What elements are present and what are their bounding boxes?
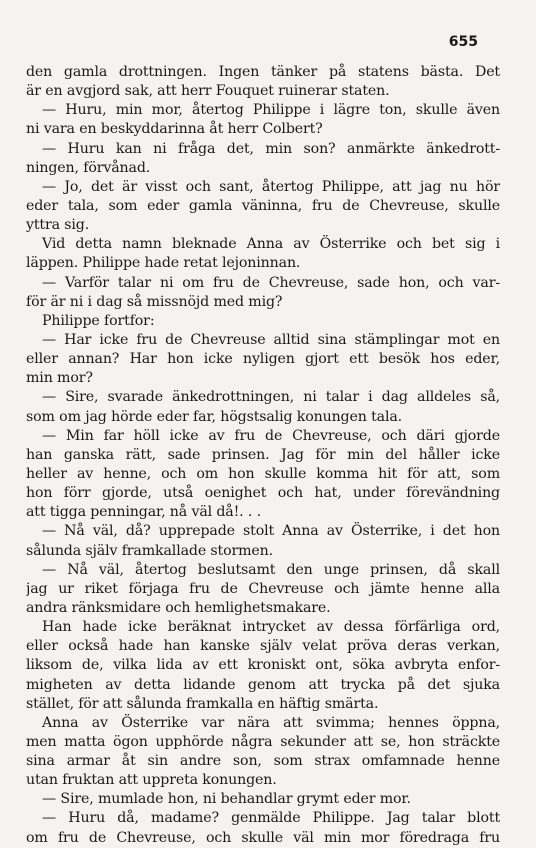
text-line: är en avgjord sak, att herr Fouquet ruinerar staten. (26, 83, 390, 100)
text-line: om fru de Chevreuse, och skulle väl min mor föredraga fru (26, 829, 500, 846)
text-line: sålunda själv framkallade stormen. (26, 542, 274, 559)
text-line: utan fruktan att uppreta konungen. (26, 772, 277, 789)
text-line: — Huru då, madame? genmälde Philippe. Jag talar blott (42, 810, 500, 827)
text-line: — Min far höll icke av fru de Chevreuse, och däri gjorde (42, 427, 500, 444)
text-line: — Sire, mumlade hon, ni behandlar grymt eder mor. (42, 791, 411, 808)
text-line: ningen, förvånad. (26, 159, 151, 176)
text-line: — Huru kan ni fråga det, min son? anmärkte änkedrott- (42, 140, 500, 157)
body-text (26, 63, 500, 848)
text-line: Vid detta namn bleknade Anna av Österrike och bet sig i (42, 236, 500, 253)
text-line: eder tala, som eder gamla väninna, fru de Chevreuse, skulle (26, 197, 500, 214)
text-line: Han hade icke beräknat intrycket av dessa förfärliga ord, (42, 619, 500, 636)
text-line: jag ur riket förjaga fru de Chevreuse och jämte henne alla (26, 580, 500, 597)
text-line: han ganska rätt, sade prinsen. Jag för min del håller icke (26, 446, 500, 463)
text-line: migheten av detta lidande genom att trycka på det sjuka (26, 676, 500, 693)
text-line: — Sire, svarade änkedrottningen, ni talar i dag alldeles så, (42, 389, 500, 406)
text-line: för är ni i dag så missnöjd med mig? (26, 293, 283, 310)
text-line: andra ränksmidare och hemlighetsmakare. (26, 599, 331, 616)
text-line: ni vara en beskyddarinna åt herr Colbert? (26, 121, 323, 138)
text-line: — Nå väl, återtog beslutsamt den unge prinsen, då skall (42, 561, 500, 578)
text-line: — Har icke fru de Chevreuse alltid sina stämplingar mot en (42, 331, 500, 348)
text-line: sina armar åt sin andre son, som strax omfamnade henne (26, 753, 500, 770)
text-line: stället, för att sålunda framkalla en häftig smärta. (26, 695, 379, 712)
text-line: — Huru, min mor, återtog Philippe i lägre ton, skulle även (42, 102, 500, 119)
text-line: eller också hade han kanske själv velat pröva deras verkan, (26, 638, 500, 655)
text-line: hon förr gjorde, utså oenighet och hat, under förevändning (26, 485, 500, 502)
text-line: — Jo, det är visst och sant, återtog Philippe, att jag nu hör (42, 178, 500, 195)
text-line: Anna av Österrike var nära att svimma; hennes öppna, (42, 714, 500, 731)
text-line: Philippe fortfor: (42, 312, 155, 329)
text-line: läppen. Philippe hade retat lejoninnan. (26, 255, 301, 272)
text-line: eller annan? Har hon icke nyligen gjort ett besök hos eder, (26, 351, 500, 368)
text-line: min mor? (26, 370, 93, 387)
text-line: som om jag hörde eder far, högstsalig konungen tala. (26, 408, 402, 425)
page-number: 655 (448, 34, 478, 50)
text-line: den gamla drottningen. Ingen tänker på statens bästa. Det (26, 64, 500, 80)
text-line: att tigga penningar, nå väl då!. . . (26, 504, 261, 521)
text-line: heller av henne, och om hon skulle komma hit för att, som (26, 465, 500, 482)
text-line: liksom de, vilka lida av ett kroniskt ont, söka avbryta enfor- (26, 657, 500, 674)
text-line: — Nå väl, då? upprepade stolt Anna av Österrike, i det hon (42, 523, 500, 540)
text-line: men matta ögon upphörde några sekunder att se, hon sträckte (26, 733, 500, 750)
text-line: — Varför talar ni om fru de Chevreuse, sade hon, och var- (42, 274, 500, 291)
text-line: yttra sig. (26, 217, 90, 234)
